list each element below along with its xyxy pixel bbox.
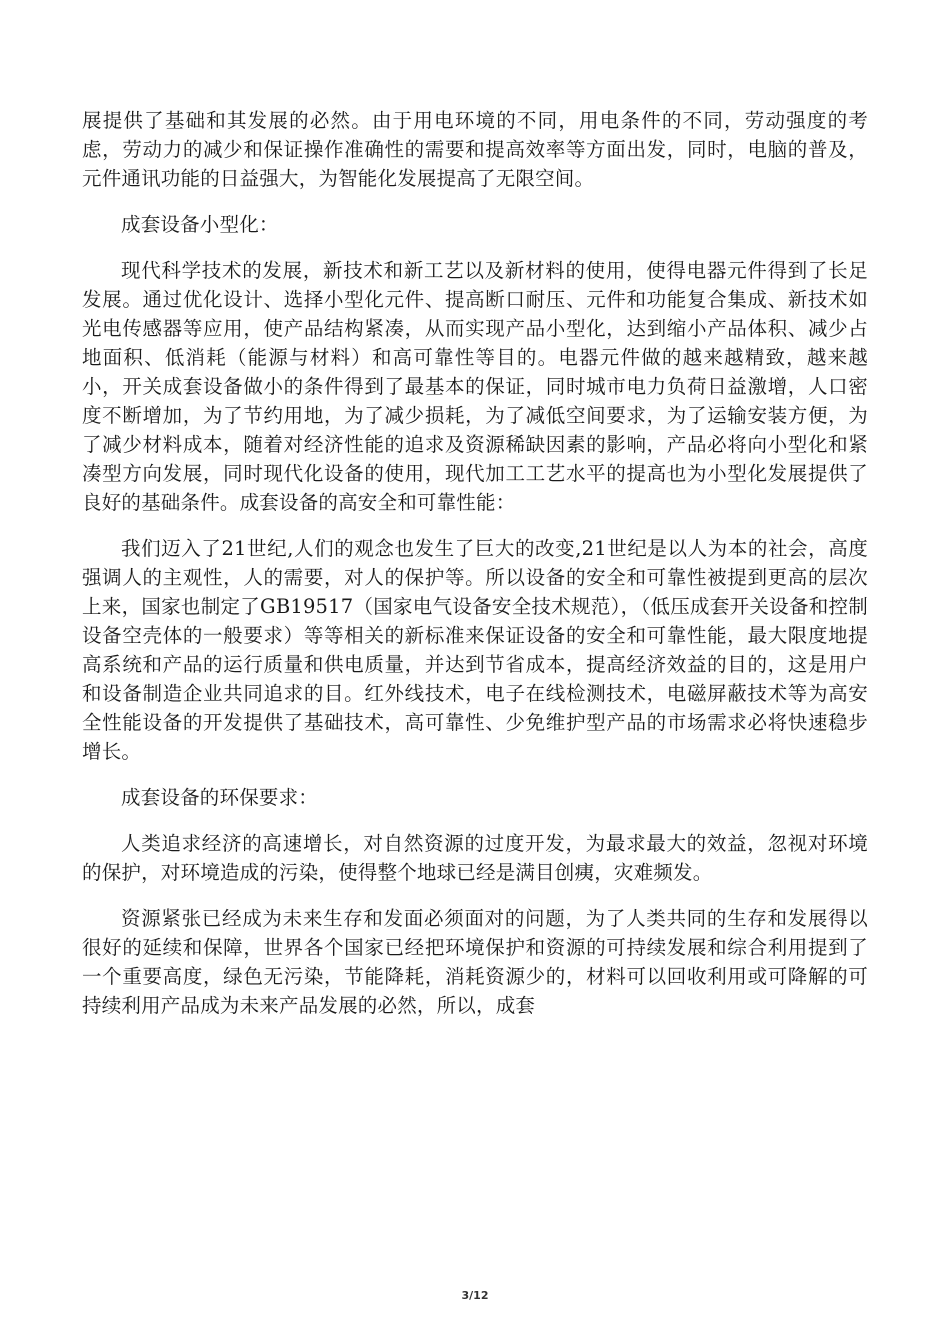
paragraph-miniaturization: 现代科学技术的发展，新技术和新工艺以及新材料的使用，使得电器元件得到了长足发展。通过优化设计、选择小型化元件、提高断口耐压、元件和功能复合集成、新技术如光电传感器等应用，使产品结构紧凑，从而实现产品小型化，达到缩小产品体积、减少占地面积、低消耗（能源与材料）和高可靠性等目的。电器元件做的越来越精致，越来越小，开关成套设备做小的条件得到了最基本的保证，同时城市电力负荷日益激增，人口密度不断增加，为了节约用地，为了减少损耗，为了减低空间要求，为了运输安装方便，为了减少材料成本，随着对经济性能的追求及资源稀缺因素的影响，产品必将向小型化和紧凑型方向发展，同时现代化设备的使用，现代加工工艺水平的提高也为小型化发展提供了良好的基础条件。成套设备的高安全和可靠性能： xyxy=(82,259,868,514)
paragraph-resources: 资源紧张已经成为未来生存和发面必须面对的问题，为了人类共同的生存和发展得以很好的延续和保障，世界各个国家已经把环境保护和资源的可持续发展和综合利用提到了一个重要高度，绿色无污染，节能降耗，消耗资源少的，材料可以回收利用或可降解的可持续利用产品成为未来产品发展的必然，所以，成套 xyxy=(82,907,868,1017)
heading-miniaturization: 成套设备小型化： xyxy=(121,213,279,236)
document-body xyxy=(82,106,868,1020)
paragraph-safety-reliability: 我们迈入了21世纪,人们的观念也发生了巨大的改变,21世纪是以人为本的社会，高度强调人的主观性，人的需要，对人的保护等。所以设备的安全和可靠性被提到更高的层次上来，国家也制定了GB19517（国家电气设备安全技术规范），（低压成套开关设备和控制设备空壳体的一般要求）等等相关的新标准来保证设备的安全和可靠性能，最大限度地提高系统和产品的运行质量和供电质量，并达到节省成本，提高经济效益的目的，这是用户和设备制造企业共同追求的目。红外线技术，电子在线检测技术，电磁屏蔽技术等为高安全性能设备的开发提供了基础技术，高可靠性、少免维护型产品的市场需求必将快速稳步增长。 xyxy=(82,537,868,763)
paragraph-intelligence-continued: 展提供了基础和其发展的必然。由于用电环境的不同，用电条件的不同，劳动强度的考虑，劳动力的减少和保证操作准确性的需要和提高效率等方面出发，同时，电脑的普及，元件通讯功能的日益强大，为智能化发展提高了无限空间。 xyxy=(82,109,868,190)
paragraph-environmental-impact: 人类追求经济的高速增长，对自然资源的过度开发，为最求最大的效益，忽视对环境的保护，对环境造成的污染，使得整个地球已经是满目创痍，灾难频发。 xyxy=(82,832,868,884)
heading-environmental: 成套设备的环保要求： xyxy=(121,786,319,809)
page-number: 3/12 xyxy=(461,1289,489,1302)
